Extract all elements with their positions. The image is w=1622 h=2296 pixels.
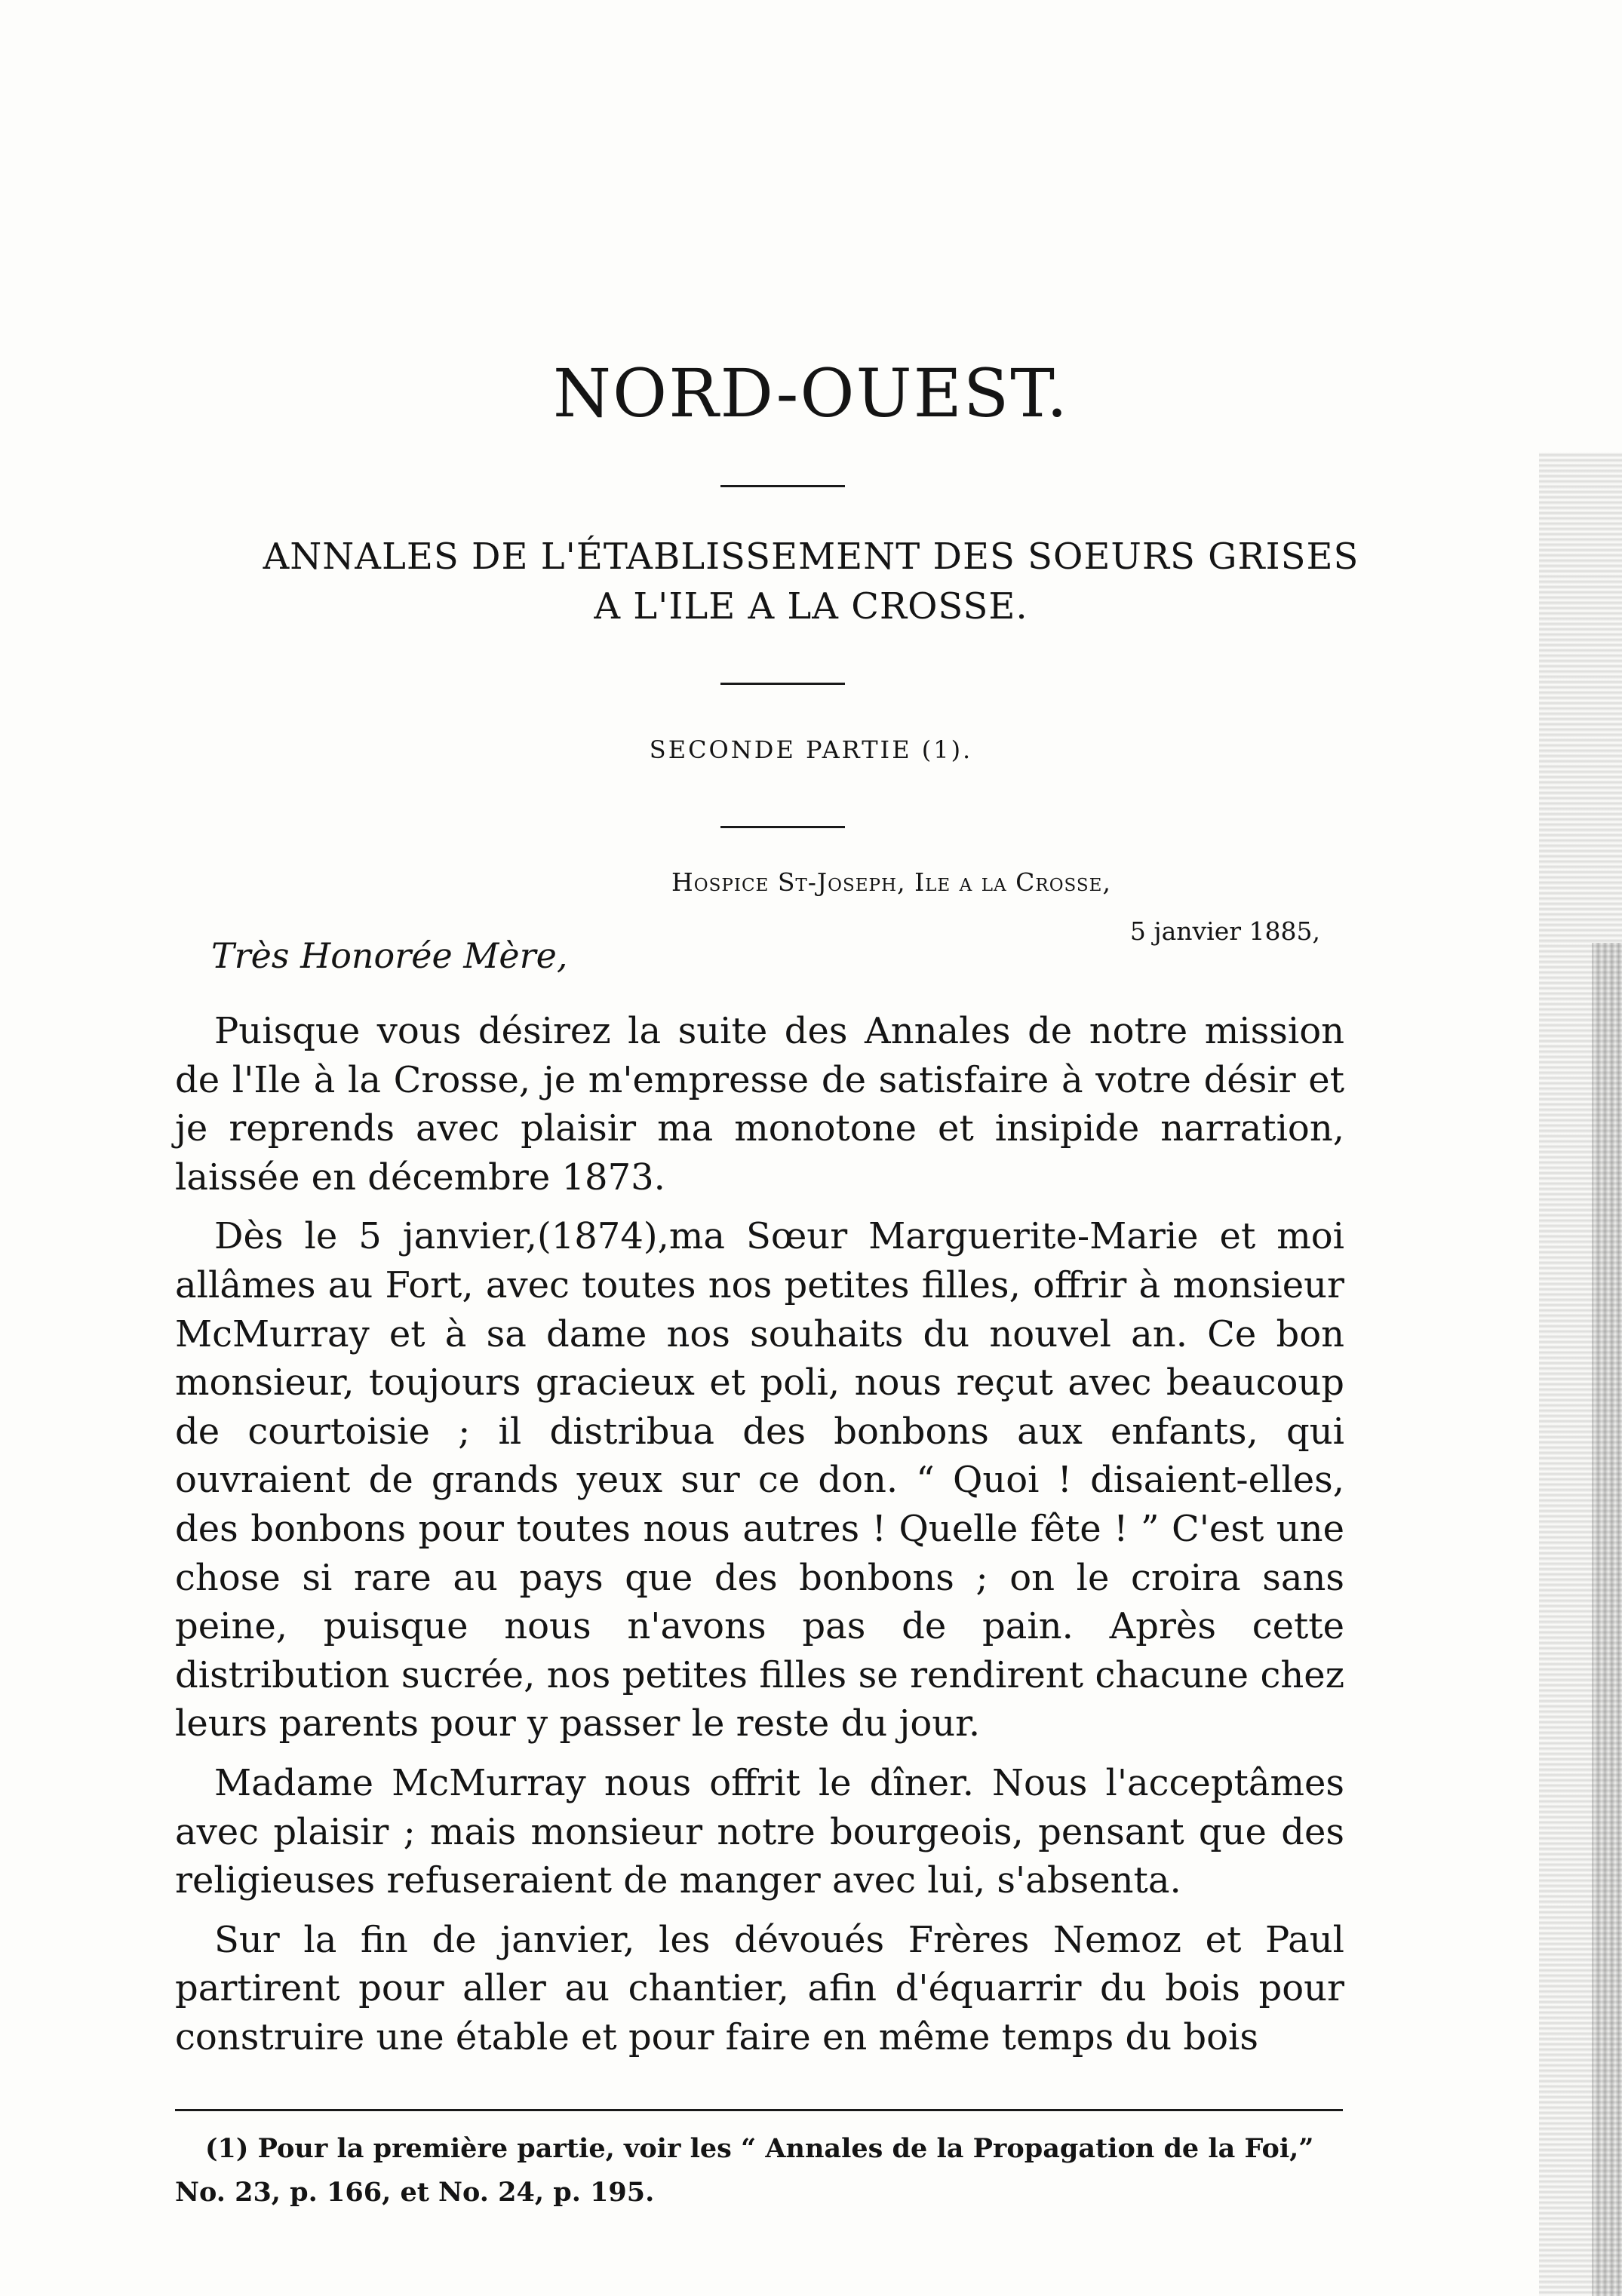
subtitle-divider	[720, 683, 845, 685]
footnote	[175, 2127, 1343, 2215]
letter-body	[175, 1007, 1344, 2072]
scan-edge-shadow	[1592, 943, 1622, 2296]
footnote-line-1: (1) Pour la première partie, voir les “ Annales de la Propagation de la Foi,”	[205, 2133, 1314, 2164]
title-divider	[720, 485, 845, 487]
subtitle	[0, 532, 1622, 631]
paragraph-1: Puisque vous désirez la suite des Annales de notre mission de l'Ile à la Crosse, je m'empresse de satisfaire à votre désir et je reprends avec plaisir ma monotone et insipide narration, laissée en décembre 1873.	[175, 1010, 1344, 1199]
subtitle-line-1: ANNALES DE L'ÉTABLISSEMENT DES SOEURS GRISES	[263, 536, 1359, 578]
letter-date: 5 janvier 1885,	[1129, 916, 1320, 946]
footnote-divider	[175, 2109, 1343, 2111]
salutation: Très Honorée Mère,	[211, 935, 568, 976]
subtitle-line-2: A L'ILE A LA CROSSE.	[594, 585, 1028, 628]
footnote-line-2: No. 23, p. 166, et No. 24, p. 195.	[175, 2177, 655, 2208]
paragraph-3: Madame McMurray nous offrit le dîner. Nous l'acceptâmes avec plaisir ; mais monsieur notre bourgeois, pensant que des religieuses refuseraient de manger avec lui, s'absenta.	[175, 1761, 1344, 1902]
paragraph-4: Sur la fin de janvier, les dévoués Frères Nemoz et Paul partirent pour aller au chantier, afin d'équarrir du bois pour construire une étable et pour faire en même temps du bois	[175, 1918, 1344, 2058]
section-divider	[720, 826, 845, 828]
section-label: SECONDE PARTIE (1).	[649, 735, 973, 764]
paragraph-2: Dès le 5 janvier,(1874),ma Sœur Marguerite-Marie et moi allâmes au Fort, avec toutes nos petites filles, offrir à monsieur McMurray et à sa dame nos souhaits du nouvel an. Ce bon monsieur, toujours gracieux et poli, nous reçut avec beaucoup de courtoisie ; il distribua des bonbons aux enfants, qui ouvraient de grands yeux sur ce don. “ Quoi ! disaient-elles, des bonbons pour toutes nous autres ! Quelle fête ! ” C'est une chose si rare au pays que des bonbons ; on le croira sans peine, puisque nous n'avons pas de pain. Après cette distribution sucrée, nos petites filles se rendirent chacune chez leurs parents pour y passer le reste du jour.	[175, 1215, 1344, 1745]
page-title: NORD-OUEST.	[553, 355, 1069, 432]
letter-place: Hospice St-Joseph, Ile a la Crosse,	[671, 867, 1111, 897]
